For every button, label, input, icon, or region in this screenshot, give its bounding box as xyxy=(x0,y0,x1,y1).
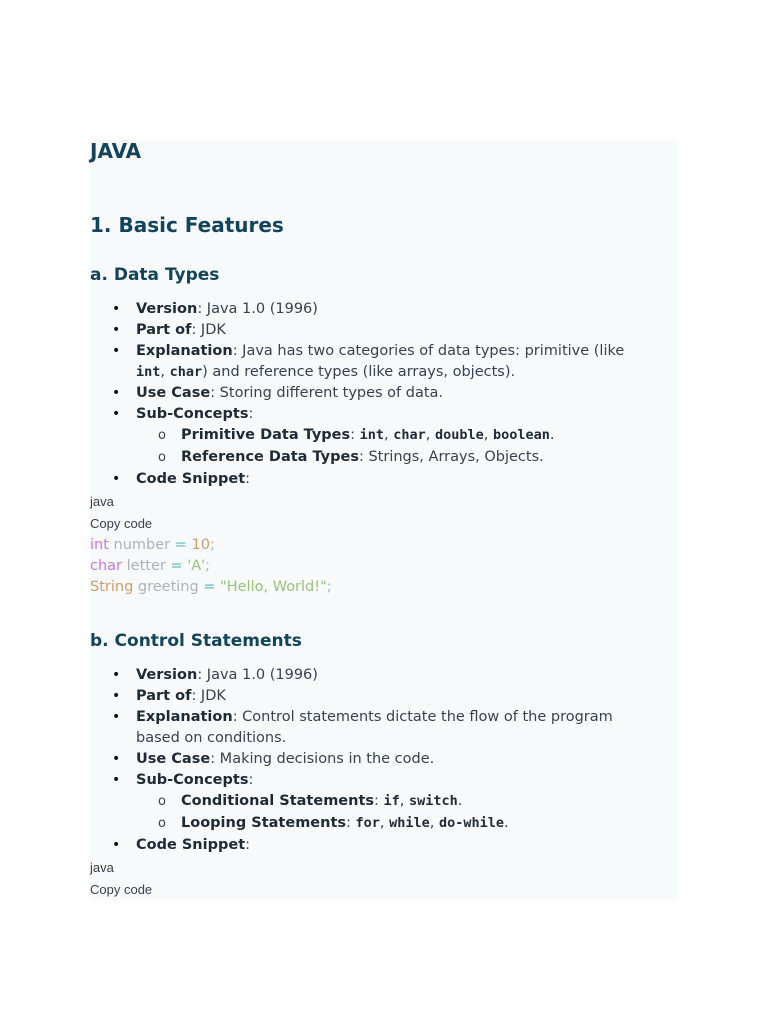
bullet-icon: • xyxy=(112,406,121,422)
copy-code-button[interactable]: Copy code xyxy=(90,882,153,897)
bullet-icon: • xyxy=(112,301,121,317)
bullet-icon: • xyxy=(112,772,121,788)
sub-bullet-icon: o xyxy=(158,428,166,443)
sub-item-looping: Looping Statements: for, while, do-while. xyxy=(181,815,509,831)
sub-item-reference-types: Reference Data Types: Strings, Arrays, Objects. xyxy=(181,449,544,465)
list-item-sub-concepts: Sub-Concepts: xyxy=(136,406,254,422)
bullet-icon: • xyxy=(112,343,121,359)
list-item-explanation-cont: based on conditions. xyxy=(136,730,287,746)
copy-code-button[interactable]: Copy code xyxy=(90,516,153,531)
code-line: int number = 10; xyxy=(90,537,215,553)
list-item-code-snippet: Code Snippet: xyxy=(136,471,251,487)
sub-bullet-icon: o xyxy=(158,794,166,809)
subsection-heading-data-types: a. Data Types xyxy=(90,265,220,285)
list-item-code-snippet: Code Snippet: xyxy=(136,837,251,853)
bullet-icon: • xyxy=(112,837,121,853)
bullet-icon: • xyxy=(112,667,121,683)
bullet-icon: • xyxy=(112,385,121,401)
sub-bullet-icon: o xyxy=(158,450,166,465)
code-line: char letter = 'A'; xyxy=(90,558,210,574)
bullet-icon: • xyxy=(112,709,121,725)
code-language-label: java xyxy=(90,494,114,509)
list-item-explanation: Explanation: Control statements dictate the flow of the program xyxy=(136,709,613,725)
list-item-sub-concepts: Sub-Concepts: xyxy=(136,772,254,788)
list-item-explanation-cont: int, char) and reference types (like arrays, objects). xyxy=(136,364,516,380)
list-item-version: Version: Java 1.0 (1996) xyxy=(136,667,318,683)
bullet-icon: • xyxy=(112,688,121,704)
sub-item-conditional: Conditional Statements: if, switch. xyxy=(181,793,463,809)
list-item-use-case: Use Case: Making decisions in the code. xyxy=(136,751,435,767)
code-line: String greeting = "Hello, World!"; xyxy=(90,579,332,595)
subsection-heading-control-statements: b. Control Statements xyxy=(90,631,302,651)
list-item-explanation: Explanation: Java has two categories of data types: primitive (like xyxy=(136,343,625,359)
section-heading: 1. Basic Features xyxy=(90,213,284,237)
code-language-label: java xyxy=(90,860,114,875)
sub-bullet-icon: o xyxy=(158,816,166,831)
bullet-icon: • xyxy=(112,471,121,487)
bullet-icon: • xyxy=(112,751,121,767)
bullet-icon: • xyxy=(112,322,121,338)
list-item-use-case: Use Case: Storing different types of data. xyxy=(136,385,444,401)
sub-item-primitive-types: Primitive Data Types: int, char, double, boolean. xyxy=(181,427,555,443)
document-title: JAVA xyxy=(90,139,142,163)
list-item-part-of: Part of: JDK xyxy=(136,322,226,338)
list-item-version: Version: Java 1.0 (1996) xyxy=(136,301,318,317)
list-item-part-of: Part of: JDK xyxy=(136,688,226,704)
